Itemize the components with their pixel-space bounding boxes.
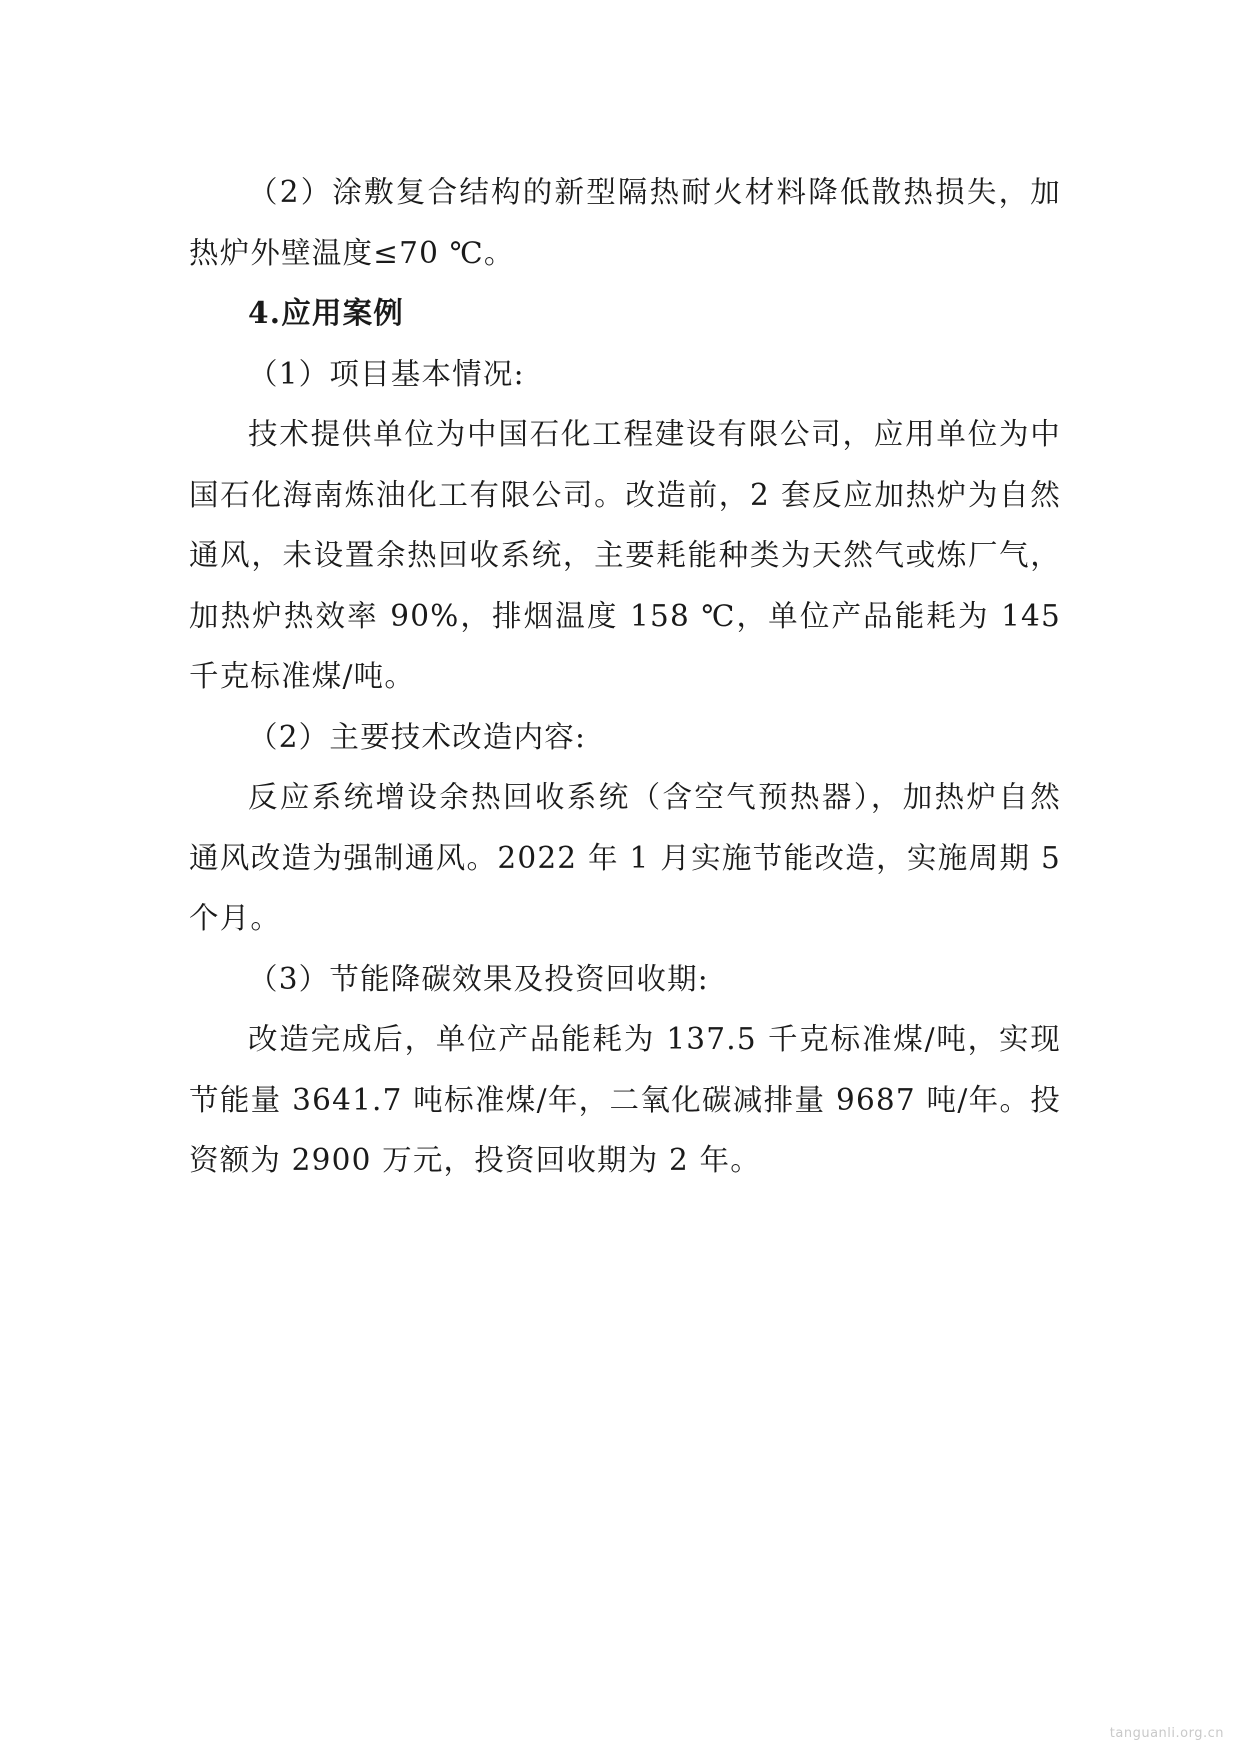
paragraph-project-basics: 技术提供单位为中国石化工程建设有限公司，应用单位为中国石化海南炼油化工有限公司。改造前，2 套反应加热炉为自然通风，未设置余热回收系统，主要耗能种类为天然气或炼厂气，加热炉热效率 90%，排烟温度 158 ℃，单位产品能耗为 145 千克标准煤/吨。 xyxy=(189,417,1061,693)
document-body xyxy=(189,162,1061,1191)
paragraph-insulation-material: （2）涂敷复合结构的新型隔热耐火材料降低散热损失，加热炉外壁温度≤70 ℃。 xyxy=(189,175,1061,270)
watermark-text: tanguanli.org.cn xyxy=(1109,1726,1224,1741)
subheading-retrofit-content: （2）主要技术改造内容: xyxy=(248,719,587,754)
paragraph-energy-saving-results: 改造完成后，单位产品能耗为 137.5 千克标准煤/吨，实现节能量 3641.7 吨标准煤/年，二氧化碳减排量 9687 吨/年。投资额为 2900 万元，投资回收期为 2 年。 xyxy=(189,1022,1061,1177)
subheading-project-basics: （1）项目基本情况: xyxy=(248,356,525,391)
paragraph-retrofit-content: 反应系统增设余热回收系统（含空气预热器），加热炉自然通风改造为强制通风。2022 年 1 月实施节能改造，实施周期 5 个月。 xyxy=(189,780,1061,935)
subheading-energy-saving-results: （3）节能降碳效果及投资回收期: xyxy=(248,961,709,996)
section-heading-application-case: 4.应用案例 xyxy=(248,295,404,330)
